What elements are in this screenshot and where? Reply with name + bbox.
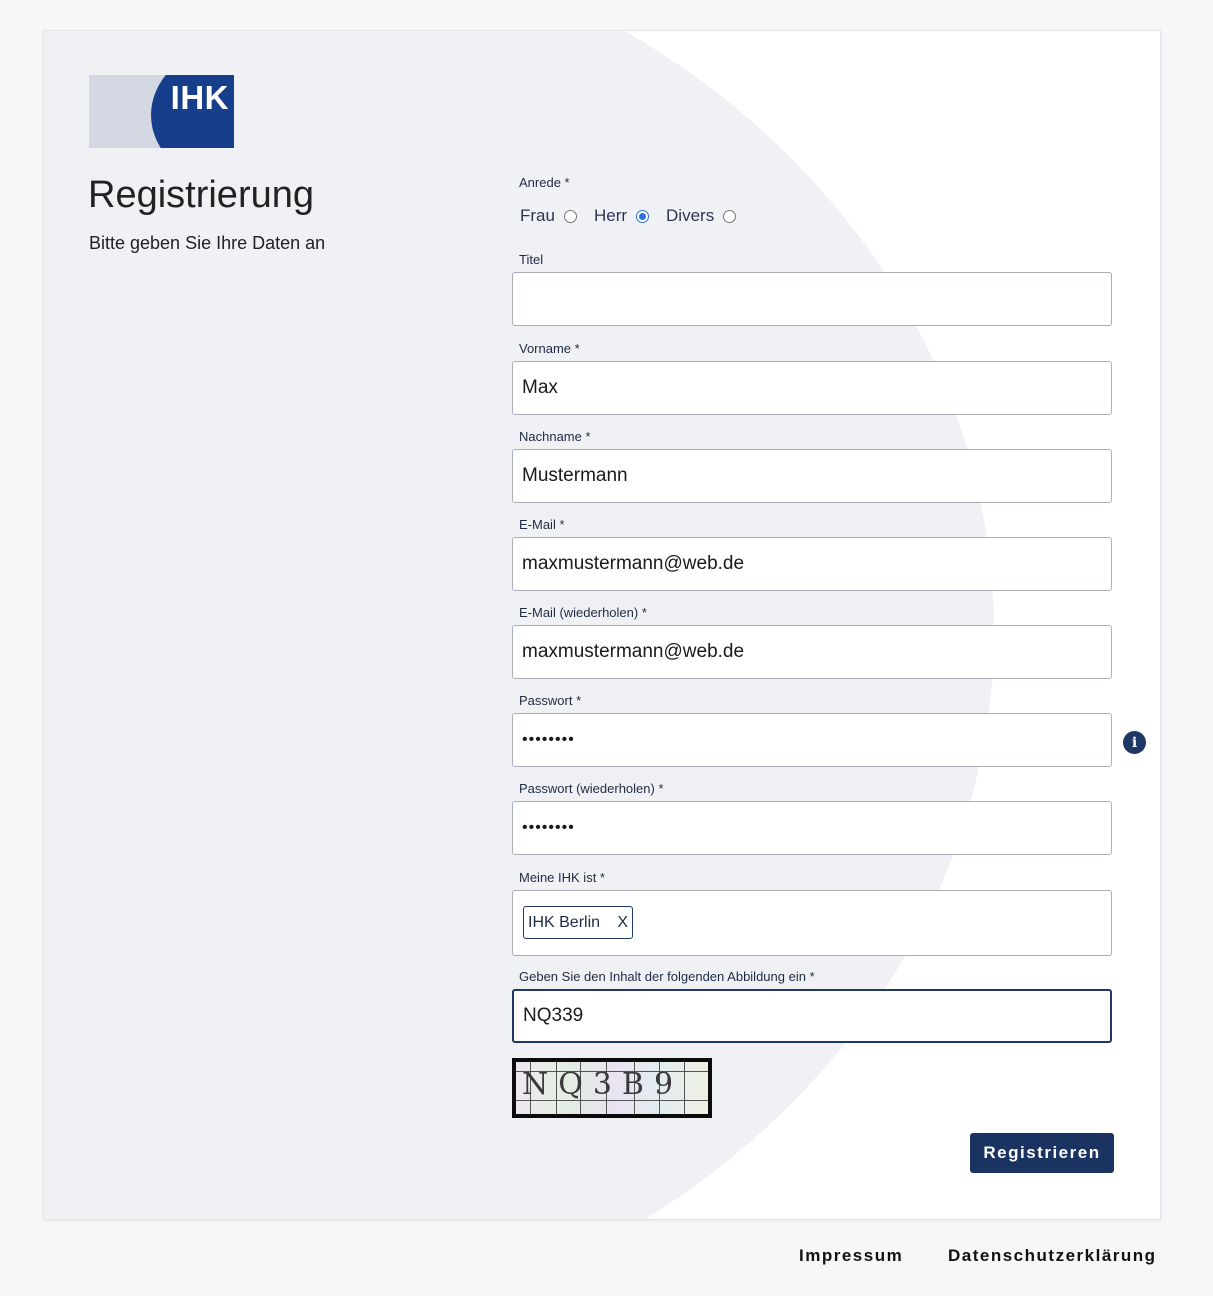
ihk-select[interactable]: [512, 890, 1112, 956]
email-repeat-input[interactable]: [512, 625, 1112, 679]
nachname-input[interactable]: [512, 449, 1112, 503]
radio-label-herr: Herr: [593, 206, 628, 225]
logo-text: IHK: [170, 79, 229, 116]
passwort-label: Passwort *: [519, 693, 582, 708]
ihk-tag-label: IHK Berlin: [528, 913, 601, 931]
captcha-image: [512, 1058, 712, 1118]
registration-card: [43, 30, 1161, 1220]
datenschutz-link[interactable]: Datenschutzerklärung: [948, 1246, 1157, 1265]
info-icon[interactable]: i: [1123, 731, 1146, 754]
page-subtitle: Bitte geben Sie Ihre Daten an: [89, 233, 326, 253]
vorname-label: Vorname *: [519, 341, 580, 356]
captcha-label: Geben Sie den Inhalt der folgenden Abbildung ein *: [519, 969, 815, 984]
vorname-input[interactable]: [512, 361, 1112, 415]
remove-tag-icon[interactable]: X: [617, 913, 628, 931]
passwort-input[interactable]: [512, 713, 1112, 767]
email-label: E-Mail *: [519, 517, 565, 532]
ihk-label: Meine IHK ist *: [519, 870, 605, 885]
email-input[interactable]: [512, 537, 1112, 591]
ihk-tag: [523, 906, 633, 939]
anrede-radio-group: [520, 206, 753, 226]
impressum-link[interactable]: Impressum: [799, 1246, 904, 1265]
nachname-label: Nachname *: [519, 429, 591, 444]
radio-option-herr[interactable]: [594, 206, 649, 226]
captcha-text: NQ3B9: [522, 1067, 684, 1102]
radio-label-divers: Divers: [666, 206, 715, 225]
radio-frau[interactable]: [564, 210, 577, 223]
ihk-logo: [89, 75, 234, 148]
page-title: Registrierung: [88, 174, 314, 216]
radio-option-frau[interactable]: [520, 206, 577, 226]
titel-label: Titel: [519, 252, 544, 267]
register-button[interactable]: Registrieren: [970, 1133, 1114, 1173]
passwort-repeat-input[interactable]: [512, 801, 1112, 855]
anrede-label: Anrede *: [519, 175, 570, 190]
captcha-input[interactable]: [512, 989, 1112, 1043]
email-repeat-label: E-Mail (wiederholen) *: [519, 605, 647, 620]
passwort-repeat-label: Passwort (wiederholen) *: [519, 781, 664, 796]
radio-divers[interactable]: [723, 210, 736, 223]
titel-input[interactable]: [512, 272, 1112, 326]
radio-label-frau: Frau: [520, 206, 555, 225]
radio-option-divers[interactable]: [666, 206, 736, 226]
radio-herr[interactable]: [636, 210, 649, 223]
